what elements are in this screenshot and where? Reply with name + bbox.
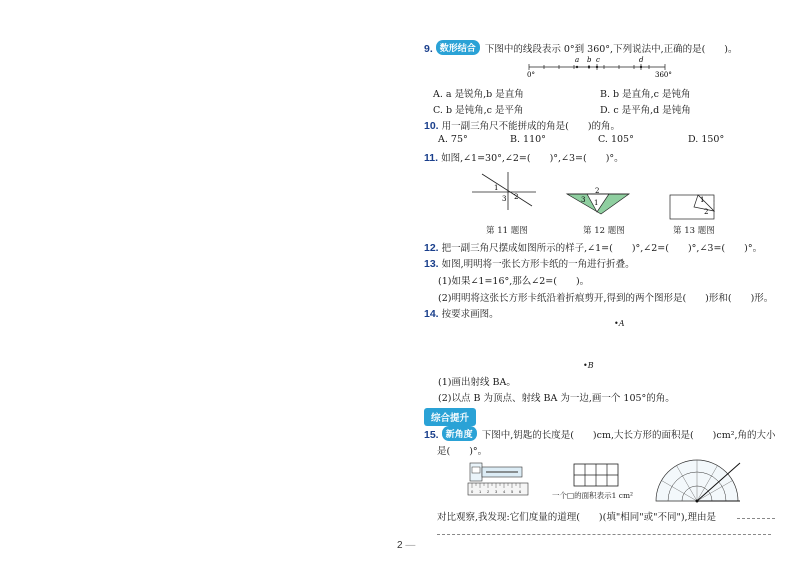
grid-caption: 一个□的面积表示1 cm²: [552, 491, 634, 500]
question-number: 9.: [424, 43, 433, 55]
label-a: a: [575, 56, 580, 64]
ruler-key-figure: [466, 461, 530, 497]
figure-12-caption: 第 12 题图: [583, 226, 625, 236]
option-b: B. 110°: [510, 134, 546, 145]
figure-12: [565, 187, 631, 216]
question-text: 如图,∠1=30°,∠2=( )°,∠3=( )°。: [441, 153, 624, 164]
ruler-tick-3: 3: [495, 489, 498, 494]
option-d: D. 150°: [688, 134, 725, 145]
ruler-tick-4: 4: [503, 489, 506, 494]
option-c: C. b 是钝角,c 是平角: [433, 105, 524, 116]
question-11: [424, 150, 624, 164]
question-15-conclusion: 对比观察,我发现:它们度量的道理( )(填"相同"或"不同"),理由是: [437, 512, 717, 523]
question-number: 14.: [424, 308, 439, 320]
question-15: [424, 426, 776, 441]
question-10: [424, 118, 620, 132]
question-14-part-1: (1)画出射线 BA。: [438, 377, 516, 388]
page-number-dash: —: [405, 540, 416, 551]
question-15-line-2: 是( )°。: [437, 446, 488, 457]
angle-label-1: 1: [494, 184, 499, 192]
point-label: A: [618, 319, 625, 328]
angle-label-2: 2: [595, 187, 600, 195]
question-12: [424, 240, 762, 254]
ruler-tick-6: 6: [519, 489, 522, 494]
page-number-value: 2: [397, 540, 403, 551]
angle-label-3: 3: [502, 195, 507, 203]
option-a: A. a 是锐角,b 是直角: [433, 89, 524, 100]
question-number: 12.: [424, 242, 439, 254]
question-number: 10.: [424, 120, 439, 132]
ruler-tick-0: 0: [471, 489, 474, 494]
option-d: D. c 是平角,d 是钝角: [600, 105, 691, 116]
question-14-part-2: (2)以点 B 为顶点、射线 BA 为一边,画一个 105°的角。: [438, 393, 675, 404]
figure-11-caption: 第 11 题图: [486, 226, 528, 236]
angle-label-3: 3: [581, 196, 586, 204]
label-d: d: [639, 56, 644, 64]
protractor-figure: [652, 455, 742, 503]
question-number: 11.: [424, 152, 439, 164]
question-text: 下图中,钥匙的长度是( )cm,大长方形的面积是( )cm²,角的大小: [481, 430, 776, 441]
topic-tag: 数形结合: [436, 40, 480, 55]
point-dot: •: [614, 319, 619, 328]
ruler-tick-2: 2: [487, 489, 490, 494]
question-text: 用一副三角尺不能拼成的角是( )的角。: [441, 121, 621, 132]
angle-label-1: 1: [594, 199, 599, 207]
figure-13-caption: 第 13 题图: [673, 226, 715, 236]
point-b: [583, 361, 594, 370]
label-zero: 0°: [527, 71, 535, 79]
figure-13: [668, 193, 718, 221]
question-text: 把一副三角尺摆成如图所示的样子,∠1=( )°,∠2=( )°,∠3=( )°。: [441, 243, 763, 254]
option-b: B. b 是直角,c 是钝角: [600, 89, 691, 100]
angle-number-line: [525, 57, 675, 79]
question-9: [424, 40, 738, 55]
question-14: [424, 306, 499, 320]
question-text: 如图,明明将一张长方形卡纸的一角进行折叠。: [441, 259, 635, 270]
question-text: 按要求画图。: [441, 309, 499, 320]
point-dot: •: [583, 361, 588, 370]
label-b: b: [587, 56, 592, 64]
section-header: 综合提升: [424, 408, 476, 426]
question-13: [424, 256, 635, 270]
topic-tag: 新角度: [442, 426, 477, 441]
answer-blank: [737, 518, 775, 519]
angle-label-2: 2: [514, 193, 519, 201]
option-c: C. 105°: [598, 134, 634, 145]
angle-label-2: 2: [704, 208, 709, 216]
option-a: A. 75°: [438, 134, 468, 145]
label-360: 360°: [655, 71, 672, 79]
page-number: [397, 540, 415, 551]
label-c: c: [596, 56, 600, 64]
ruler-tick-1: 1: [479, 489, 482, 494]
question-13-part-1: (1)如果∠1=16°,那么∠2=( )。: [438, 276, 590, 287]
question-number: 15.: [424, 429, 439, 441]
question-number: 13.: [424, 258, 439, 270]
angle-label-1: 1: [700, 196, 705, 204]
point-a: [614, 319, 625, 328]
ruler-tick-5: 5: [511, 489, 514, 494]
answer-line: [437, 534, 771, 535]
question-text: 下图中的线段表示 0°到 360°,下列说法中,正确的是( )。: [484, 44, 738, 55]
figure-11: [470, 170, 540, 212]
point-label: B: [587, 361, 594, 370]
question-13-part-2: (2)明明将这张长方形卡纸沿着折痕剪开,得到的两个图形是( )形和( )形。: [438, 293, 774, 304]
area-grid-figure: [573, 463, 619, 487]
